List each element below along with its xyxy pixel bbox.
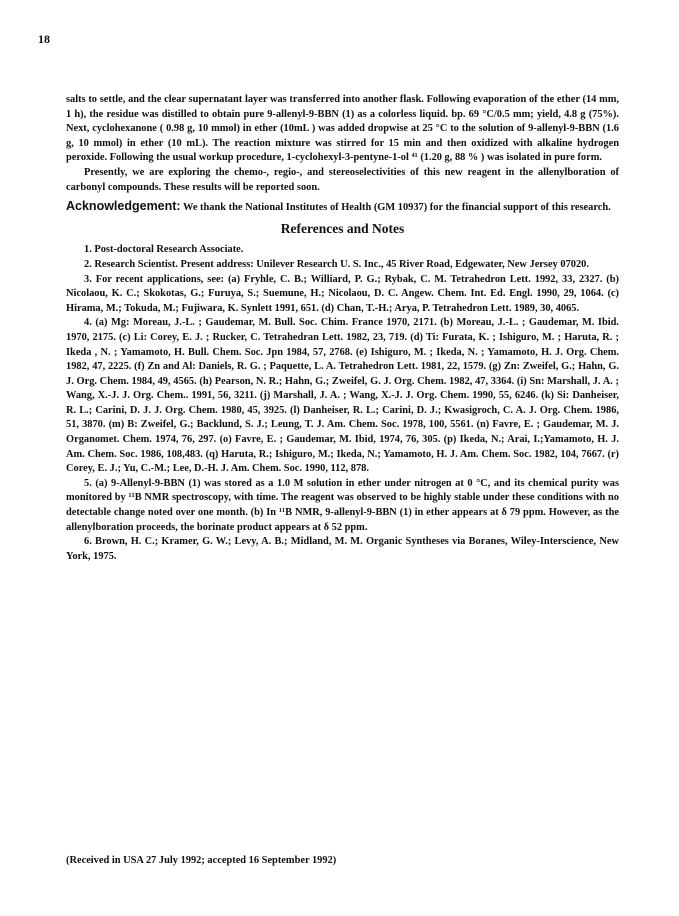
acknowledgement [66,199,619,216]
references-heading: References and Notes [280,220,405,236]
reference-5: 5. (a) 9-Allenyl-9-BBN (1) was stored as a 1.0 M solution in ether under nitrogen at 0 °C, and its chemical purity was monitored by ¹¹B NMR spectroscopy, with time. The reagent was observed to be highly stable under these conditions with no detectable change noted over one month. (b) In ¹¹B NMR, 9-allenyl-9-BBN (1) in ether appears at δ 79 ppm. However, as the allenylboration proceeds, the borinate product appears at δ 52 ppm. [66,477,619,533]
reference-2: 2. Research Scientist. Present address: Unilever Research U. S. Inc., 45 River Road, Edgewater, New Jersey 07020. [84,258,589,270]
body-paragraph-2: Presently, we are exploring the chemo-, regio-, and stereoselectivities of this new reagent in the allenylboration of carbonyl compounds. These results will be reported soon. [66,166,619,193]
body-paragraph-1: salts to settle, and the clear supernatant layer was transferred into another flask. Following evaporation of the ether (14 mm, 1 h), the residue was distilled to obtain pure 9-allenyl-9-BBN (1) as a colorless liquid. bp. 69 °C/0.5 mm; yield, 4.8 g (75%). Next, cyclohexanone ( 0.98 g, 10 mmol) in ether (10mL ) was added dropwise at 25 °C to the solution of 9-allenyl-9-BBN (1.6 g, 10 mmol) in ether (10 mL). The reaction mixture was stirred for 15 min and then oxidized with alkaline hydrogen peroxide. Following the usual workup procedure, 1-cyclohexyl-3-pentyne-1-ol ⁴¹ (1.20 g, 88 % ) was isolated in pure form. [66,94,619,164]
reference-1: 1. Post-doctoral Research Associate. [84,244,244,256]
page-number: 18 [38,32,50,46]
acknowledgement-label: Acknowledgement: [66,199,181,214]
acknowledgement-text: We thank the National Institutes of Health (GM 10937) for the financial support of this research. [180,202,611,214]
received-date: (Received in USA 27 July 1992; accepted 16 September 1992) [66,855,337,866]
reference-4: 4. (a) Mg: Moreau, J.-L. ; Gaudemar, M. Bull. Soc. Chim. France 1970, 2171. (b) Moreau, J.-L. ; Gaudemar, M. Ibid. 1970, 2175. (c) Li: Corey, E. J. ; Rucker, C. Tetrahedran Lett. 1982, 23, 719. (d) Ti: Furata, K. ; Ishiguro, M. ; Haruta, R. ; Ikeda , N. ; Yamamoto, H. Bull. Chem. Soc. Jpn 1984, 57, 2768. (e) Ishiguro, M. ; Ikeda, N. ; Yamamoto, H. J. Org. Chem. 1982, 47, 2225. (f) Zn and Al: Daniels, R. G. ; Paquette, L. A. Tetrahedron Lett. 1981, 22, 1579. (g) Zn: Zweifel, G.; Hahn, G. J. Org. Chem. 1984, 49, 4565. (h) Pearson, N. R.; Hahn, G.; Zweifel, G. J. Org. Chem. 1982, 47, 3364. (i) Sn: Marshall, J. A. ; Wang, X.-J. J. Org. Chem.. 1991, 56, 3211. (j) Marshall, J. A. ; Wang, X.-J. J. Org. Chem. 1990, 55, 6246. (k) Si: Danheiser, R. L.; Carini, D. J. J. Org. Chem. 1980, 45, 3925. (l) Danheiser, R. L.; Carini, D. J.; Kwasigroch, C. A. J. Org. Chem. 1986, 51, 3870. (m) B: Zweifel, G.; Backlund, S. J.; Leung, T. J. Am. Chem. Soc. 1978, 100, 5561. (n) Favre, E. ; Gaudemar, M. J. Organomet. Chem. 1974, 76, 297. (o) Favre, E. ; Gaudemar, M. Ibid, 1974, 76, 305. (p) Ikeda, N.; Arai, I.;Yamamoto, H. J. Am. Chem. Soc. 1986, 108,483. (q) Haruta, R.; Ishiguro, M.; Ikeda, N.; Yamamoto, H. J. Am. Chem. Soc. 1982, 104, 7667. (r) Corey, E. J.; Yu, C.-M.; Lee, D.-H. J. Am. Chem. Soc. 1990, 112, 878. [66,317,619,475]
page-content [66,93,619,564]
reference-3: 3. For recent applications, see: (a) Fryhle, C. B.; Williard, P. G.; Rybak, C. M. Tetrahedron Lett. 1992, 33, 2327. (b) Nicolaou, K. C.; Skokotas, G.; Furuya, S.; Suemune, H.; Nicolaou, D. C. Angew. Chem. Int. Ed. Engl. 1990, 29, 1064. (c) Hirama, M.; Tokuda, M.; Fujiwara, K. Synlett 1991, 651. (d) Chan, T.-H.; Arya, P. Tetrahedron Lett. 1989, 30, 4065. [66,273,619,314]
reference-6: 6. Brown, H. C.; Kramer, G. W.; Levy, A. B.; Midland, M. M. Organic Syntheses via Boranes, Wiley-Interscience, New York, 1975. [66,536,619,562]
